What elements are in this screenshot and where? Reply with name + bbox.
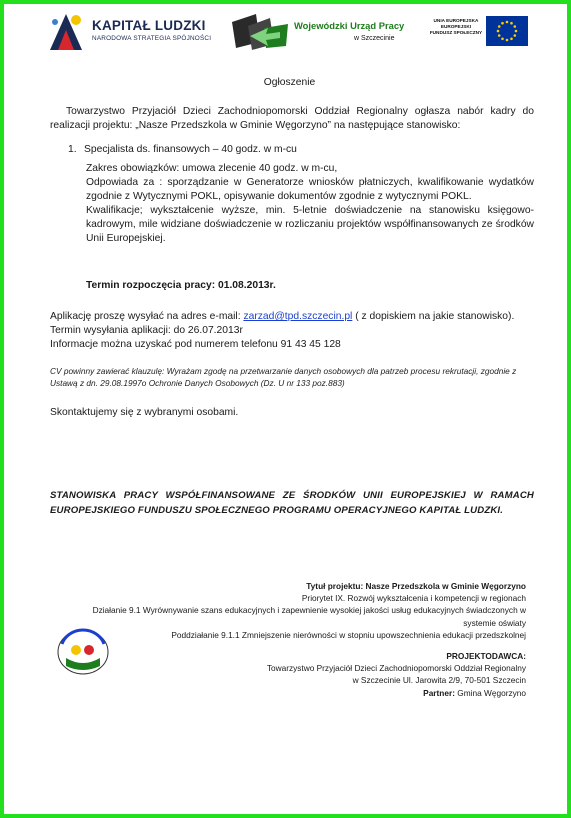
application-info (50, 310, 534, 352)
contact-note: Skontaktujemy się z wybranymi osobami. (50, 407, 239, 418)
promoter-info (26, 650, 526, 699)
project-action-b: systemie oświaty (463, 617, 526, 628)
duties-scope: Zakres obowiązków: umowa zlecenie 40 godz. w m-cu, (86, 163, 338, 174)
promoter-name: Towarzystwo Przyjaciół Dzieci Zachodniopomorski Oddział Regionalny (266, 663, 526, 674)
kapital-ludzki-title: KAPITAŁ LUDZKI (92, 18, 206, 33)
cv-clause: CV powinny zawierać klauzulę: Wyrażam zgodę na przetwarzanie danych osobowych dla patrzeb procesu rekrutacji, zgodnie z Ustawą z dn. 29.08.1997o Ochronie Danych Osobowych (Dz. U nr 133 poz.883) (50, 366, 517, 388)
cofinancing-statement: STANOWISKA PRACY WSPÓŁFINANSOWANE ZE ŚRODKÓW UNII EUROPEJSKIEJ W RAMACH EUROPEJSKIEGO FUNDUSZU SPOŁECZNEGO PROGRAMU OPERACYJNEGO KAPITAŁ LUDZKI. (50, 490, 534, 516)
application-suffix: ( z dopiskiem na jakie stanowisko). Termin wysyłania aplikacji: do 26.07.2013r (50, 311, 515, 336)
project-priority: Priorytet IX. Rozwój wykształcenia i kompetencji w regionach (301, 593, 526, 604)
announcement-title: Ogłoszenie (263, 77, 316, 88)
phone-info: Informacje można uzyskać pod numerem telefonu 91 43 45 128 (50, 339, 341, 350)
project-subaction: Poddziałanie 9.1.1 Zmniejszenie nierówności w stopniu upowszechnienia edukacji przedszkolnej (171, 629, 526, 640)
intro-paragraph: Towarzystwo Przyjaciół Dzieci Zachodniopomorski Oddział Regionalny ogłasza nabór kadry do realizacji projektu: „Nasze Przedszkola w Gminie Węgorzyno” na następujące stanowisko: (50, 106, 534, 131)
application-prefix: Aplikację proszę wysyłać na adres e-mail: (50, 311, 244, 322)
start-date: Termin rozpoczęcia pracy: 01.08.2013r. (86, 280, 276, 291)
wup-title: Wojewódzki Urząd Pracy (294, 20, 405, 31)
eu-caption-line: FUNDUSZ SPOŁECZNY (429, 30, 483, 36)
partner-name: Gmina Węgorzyno (454, 687, 526, 698)
project-title: Tytuł projektu: Nasze Przedszkola w Gminie Węgorzyno (306, 581, 526, 591)
kapital-ludzki-emblem-icon (46, 10, 86, 54)
wup-subtitle: w Szczecinie (354, 35, 395, 42)
promoter-address: w Szczecinie Ul. Jarowita 2/9, 70-501 Szczecin (352, 675, 526, 686)
partner-line (26, 687, 526, 699)
wup-logo (230, 14, 405, 52)
eu-flag-icon (486, 16, 528, 46)
kapital-ludzki-subtitle: NARODOWA STRATEGIA SPÓJNOŚCI (92, 35, 212, 42)
duties-qualifications: Kwalifikacje; wykształcenie wyższe, min. 5-letnie doświadczenie na stanowisku księgowo-kadrowym, mile widziane doświadczenie w rozliczaniu projektów współfinansowanych ze środków Unii Europejskiej. (86, 205, 534, 244)
logo-header (8, 8, 563, 58)
email-link[interactable]: zarzad@tpd.szczecin.pl (243, 311, 353, 322)
position-title: Specjalista ds. finansowych – 40 godz. w m-cu (84, 144, 297, 155)
eu-logo (424, 12, 532, 52)
eu-caption-line: EUROPEJSKI (440, 24, 472, 30)
position-number: 1. (68, 144, 77, 155)
duties-responsibilities: Odpowiada za : sporządzanie w Generatorze wniosków płatniczych, kwalifikowanie wydatków zgodnie z Wytycznymi POKL, opisywanie dokumentów zgodnie z wytycznymi POKL. (86, 177, 534, 202)
kapital-ludzki-logo (46, 10, 216, 54)
wup-emblem-icon (230, 14, 290, 50)
partner-label: Partner: (423, 687, 455, 698)
duties-block (86, 162, 534, 246)
promoter-label: PROJEKTODAWCA: (446, 651, 526, 661)
eu-caption-line: UNIA EUROPEJSKA (433, 18, 479, 23)
eu-caption (428, 18, 484, 36)
project-action-a: Działanie 9.1 Wyrównywanie szans edukacyjnych i zapewnienie wysokiej jakości usług edukacyjnych świadczonych w (92, 605, 526, 616)
application-text (50, 310, 534, 338)
